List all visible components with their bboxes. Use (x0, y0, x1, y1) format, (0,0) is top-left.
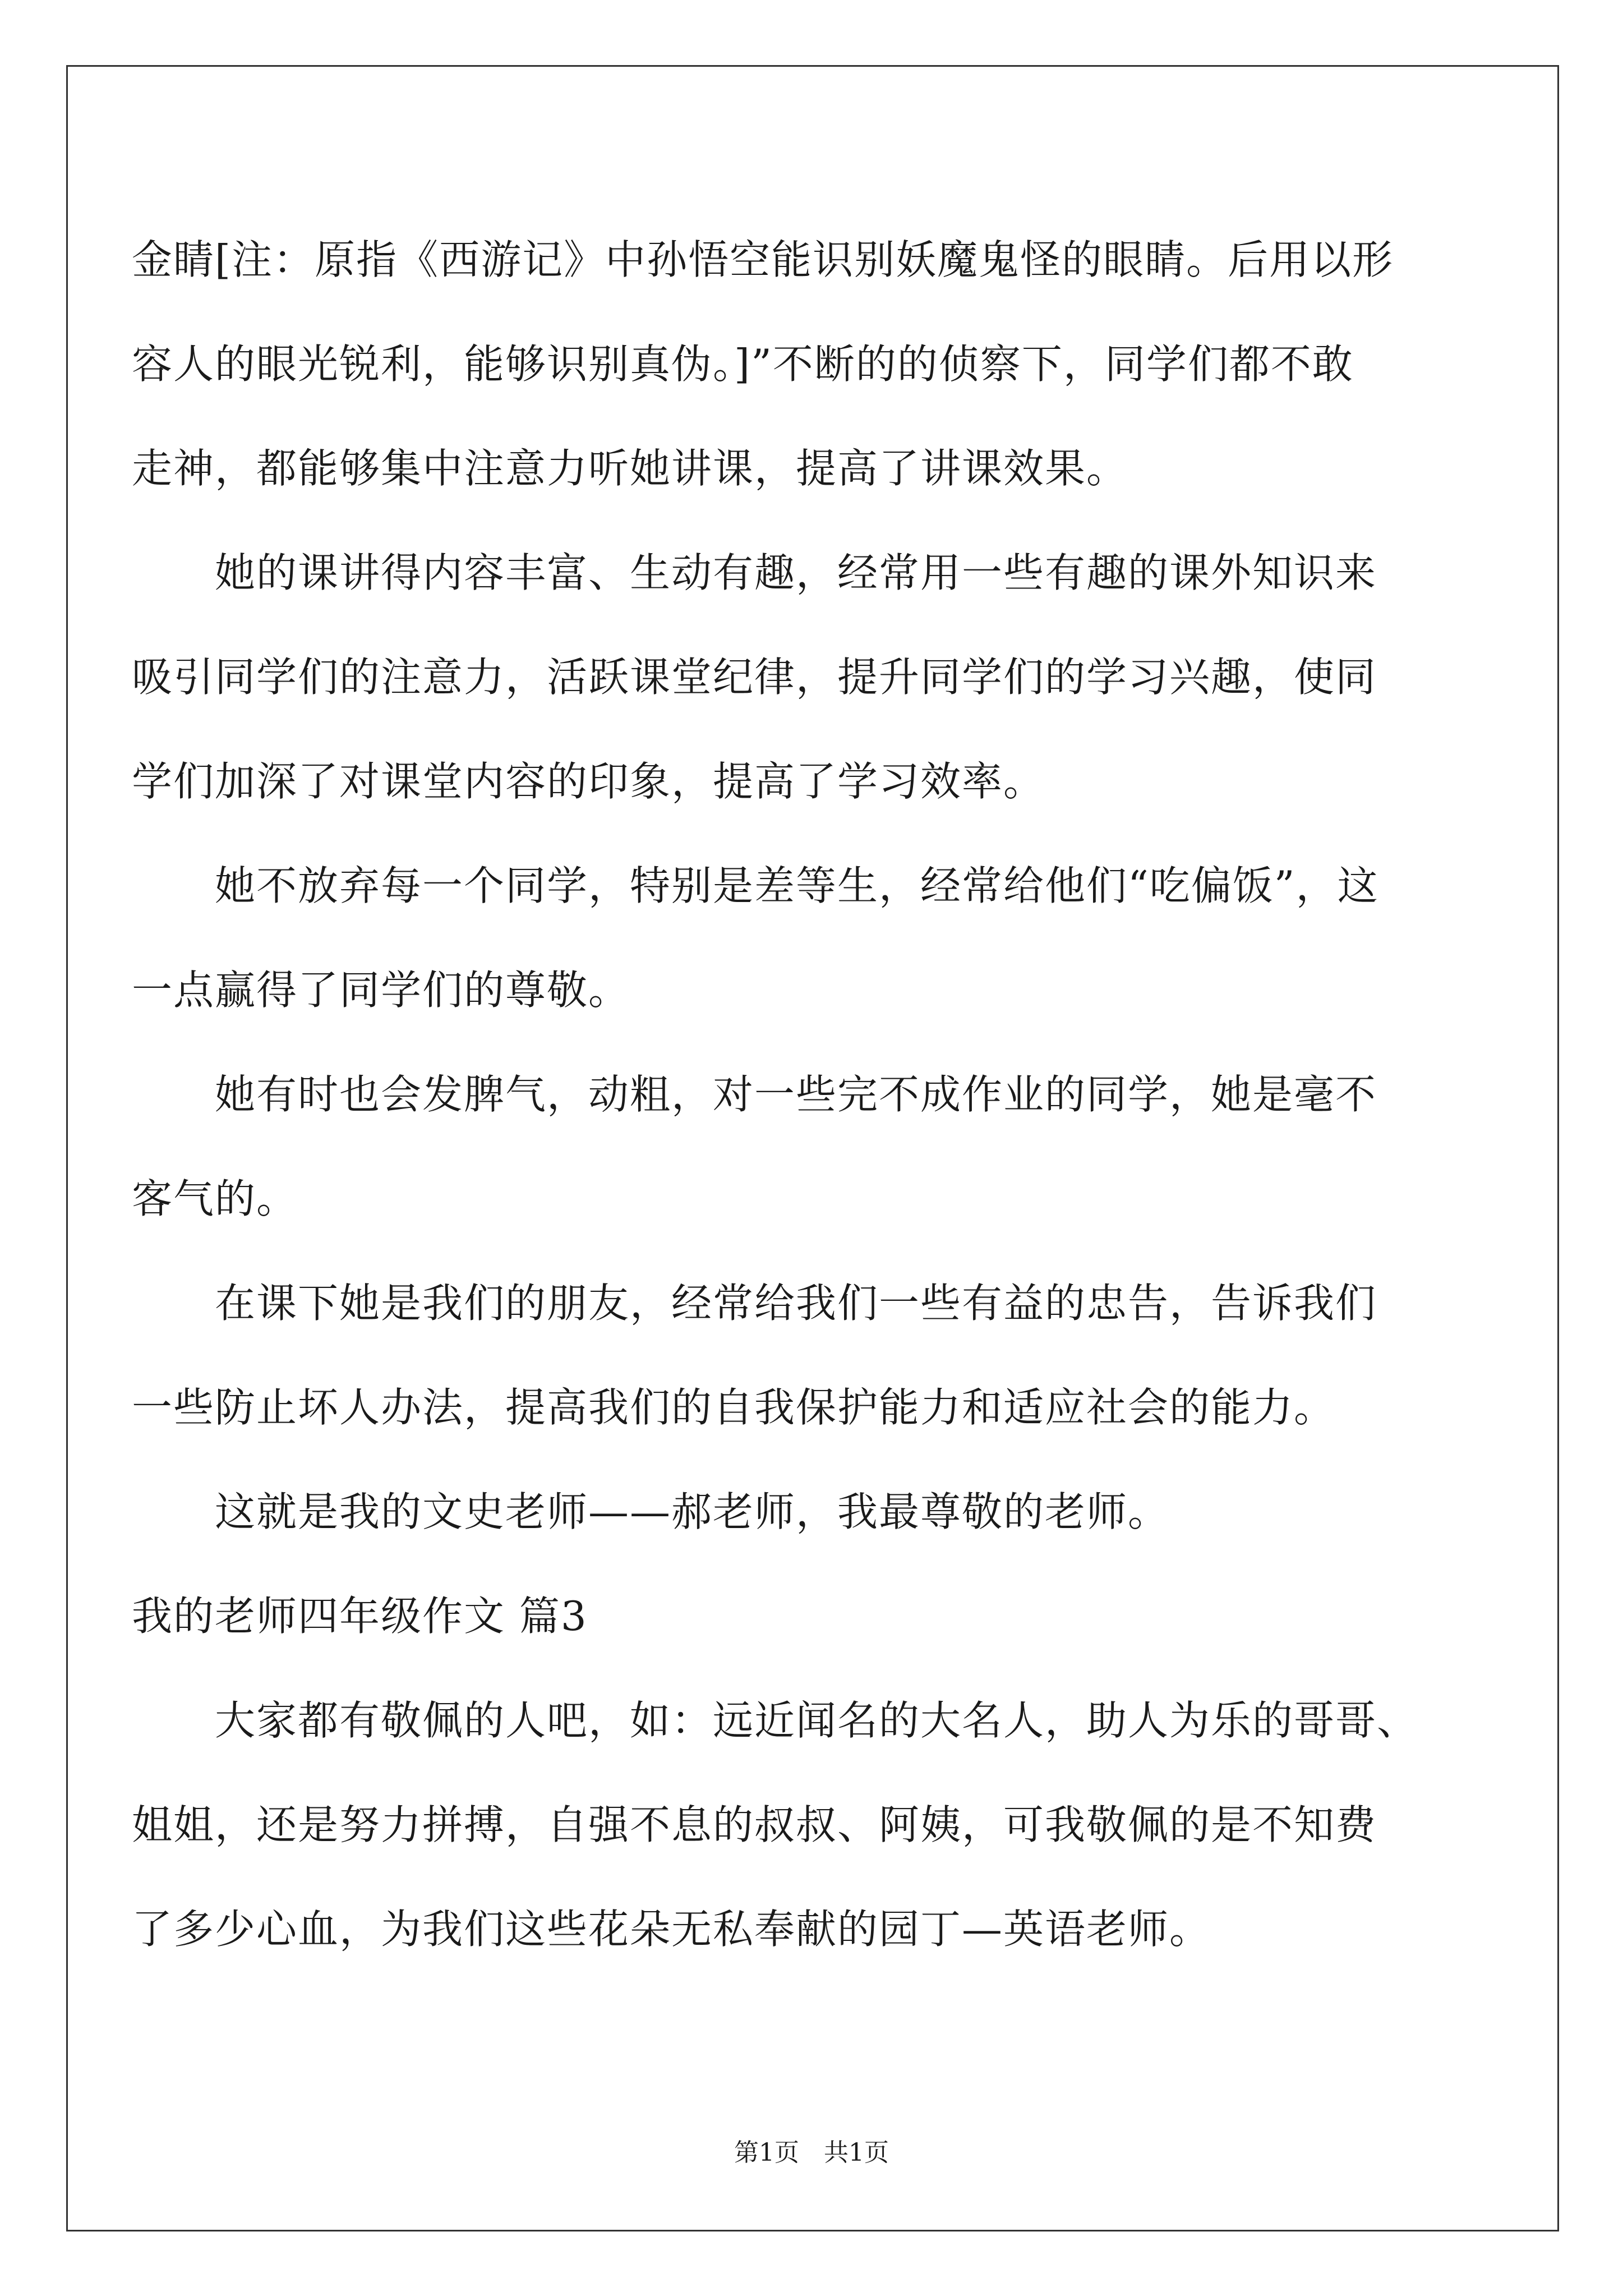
text-line-16: 姐姐，还是努力拼搏，自强不息的叔叔、阿姨，可我敬佩的是不知费 (132, 1801, 1377, 1848)
text-line-13: 这就是我的文史老师——郝老师，我最尊敬的老师。 (215, 1488, 1170, 1535)
text-line-2: 容人的眼光锐利，能够识别真伪。]”不断的的侦察下，同学们都不敢 (132, 341, 1354, 388)
text-line-5: 吸引同学们的注意力，活跃课堂纪律，提升同学们的学习兴趣，使同 (132, 654, 1377, 701)
text-line-10: 客气的。 (132, 1175, 298, 1222)
text-line-7: 她不放弃每一个同学，特别是差等生，经常给他们“吃偏饭”，这 (215, 862, 1379, 909)
text-line-4: 她的课讲得内容丰富、生动有趣，经常用一些有趣的课外知识来 (215, 549, 1377, 596)
text-line-3: 走神，都能够集中注意力听她讲课，提高了讲课效果。 (132, 445, 1128, 492)
page-number-footer: 第1页 共1页 (734, 2138, 889, 2167)
text-line-6: 学们加深了对课堂内容的印象，提高了学习效率。 (132, 758, 1045, 805)
text-line-12: 一些防止坏人办法，提高我们的自我保护能力和适应社会的能力。 (132, 1384, 1336, 1431)
section-heading: 我的老师四年级作文 篇3 (132, 1593, 588, 1640)
text-line-17: 了多少心血，为我们这些花朵无私奉献的园丁—英语老师。 (132, 1906, 1211, 1953)
text-line-1: 金睛[注：原指《西游记》中孙悟空能识别妖魔鬼怪的眼睛。后用以形 (132, 236, 1394, 283)
text-line-11: 在课下她是我们的朋友，经常给我们一些有益的忠告，告诉我们 (215, 1280, 1377, 1327)
text-line-9: 她有时也会发脾气，动粗，对一些完不成作业的同学，她是毫不 (215, 1071, 1377, 1118)
document-body (132, 208, 1500, 1981)
text-line-15: 大家都有敬佩的人吧，如：远近闻名的大名人，助人为乐的哥哥、 (215, 1697, 1419, 1744)
text-line-8: 一点赢得了同学们的尊敬。 (132, 967, 630, 1014)
